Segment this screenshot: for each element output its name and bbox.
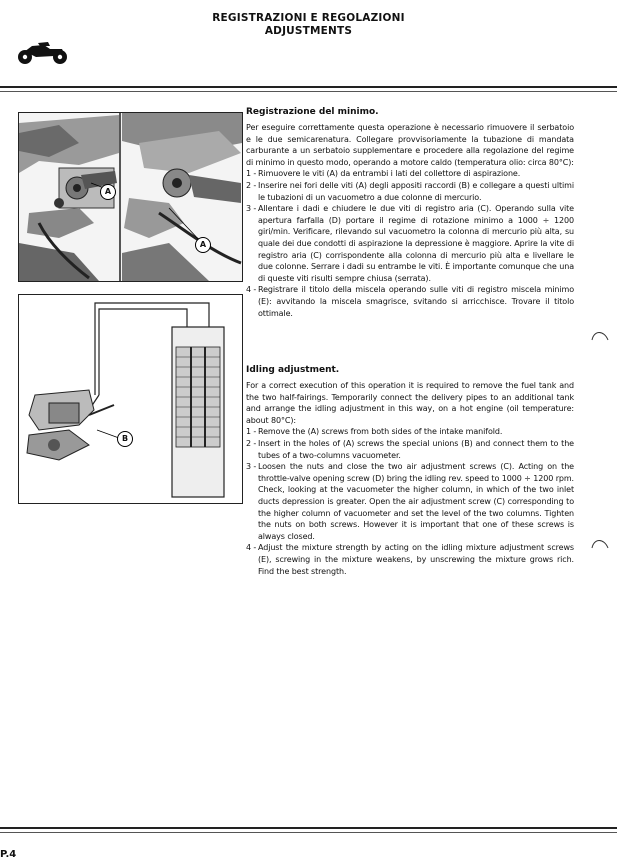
italian-step-3 — [246, 203, 574, 284]
step-number: 3 - — [246, 462, 257, 472]
step-text: Rimuovere le viti (A) da entrambi i lati del collettore di aspirazione. — [258, 169, 521, 179]
italian-section-title: Registrazione del minimo. — [246, 107, 379, 117]
step-number: 1 - — [246, 427, 257, 437]
english-step-3 — [246, 461, 574, 542]
italian-step-1 — [246, 168, 574, 180]
step-number: 3 - — [246, 204, 257, 214]
header-title-italian: REGISTRAZIONI E REGOLAZIONI — [212, 12, 405, 24]
bottom-rule — [0, 827, 617, 829]
english-section-title: Idling adjustment. — [246, 365, 340, 375]
step-text: Allentare i dadi e chiudere le due viti di registro aria (C). Operando sulla vite apertura farfalla (D) portare il regime di rotazione minimo a 1000 ÷ 1200 giri/min. Verificare, rilevando sul vacuometro la colonna di mercurio più alta, su quale dei due condotti di aspirazione la depressione è maggiore. Aprire la vite di registro aria (C) corrispondente alla colonna di mercurio più alta e livellare le due colonne. Serrare i dadi su entrambe le viti. È importante comunque che una di queste viti risulti sempre chiusa (serrata). — [258, 204, 574, 283]
step-number: 1 - — [246, 169, 257, 179]
step-text: Loosen the nuts and close the two air adjustment screws (C). Acting on the throttle-valve opening screw (D) bring the idling rev. speed to 1000 ÷ 1200 rpm. Check, looking at the vacuometer the higher column, in which of the two inlet ducts depression is greater. Open the air adjustment screw (C) corresponding to the higher column of vacuometer and set the level of the two columns. Tighten the nuts on both screws. However it is important that one of these screws is always closed. — [258, 462, 574, 541]
english-step-4 — [246, 542, 574, 577]
english-section — [246, 365, 574, 577]
top-rule — [0, 86, 617, 88]
step-number: 4 - — [246, 543, 257, 553]
step-number: 2 - — [246, 180, 257, 190]
italian-step-2 — [246, 180, 574, 203]
step-text: Remove the (A) screws from both sides of the intake manifold. — [258, 427, 503, 437]
italian-step-4 — [246, 284, 574, 319]
english-step-2 — [246, 438, 574, 461]
step-number: 2 - — [246, 438, 257, 448]
italian-intro: Per eseguire correttamente questa operazione è necessario rimuovere il serbatoio e le due semicarenatura. Collegare provvisoriamente la tubazione di mandata carburante a un serbatoio supplementare e procedere alla regolazione del regime di minimo in questo modo, operando a motore caldo (temperatura olio: circa 80°C): — [246, 123, 574, 167]
english-step-1 — [246, 426, 574, 438]
english-intro: For a correct execution of this operation it is required to remove the fuel tank and the two half-fairings. Temporarily connect the delivery pipes to an additional tank and arrange the idling adjustment in this way, on a hot engine (oil temperature: about 80°C): — [246, 381, 574, 425]
callout-b: B — [117, 431, 133, 447]
italian-steps — [246, 168, 574, 319]
italian-section — [246, 107, 574, 319]
step-text: Inserire nei fori delle viti (A) degli appositi raccordi (B) e collegare a questi ultimi le tubazioni di un vacuometro a due colonne di mercurio. — [258, 180, 574, 202]
binding-hole-mark-icon — [590, 328, 610, 342]
callout-a-right: A — [195, 237, 211, 253]
step-text: Adjust the mixture strength by acting on the idling mixture adjustment screws (E), screwing in the mixture weakens, by unscrewing the mixture grows rich. Find the best strength. — [258, 543, 574, 576]
figure-vacuometer — [18, 294, 243, 504]
binding-hole-mark-icon — [590, 536, 610, 550]
step-text: Insert in the holes of (A) screws the special unions (B) and connect them to the tubes of a two-columns vacuometer. — [258, 438, 574, 460]
english-steps — [246, 426, 574, 577]
header-title-english: ADJUSTMENTS — [264, 25, 353, 37]
figure-intake-screws — [18, 112, 243, 282]
step-number: 4 - — [246, 285, 257, 295]
page-header — [0, 12, 617, 38]
top-rule-thin — [0, 91, 617, 92]
step-text: Registrare il titolo della miscela operando sulle viti di registro miscela minimo (E): avvitando la miscela smagrisce, svitando si arricchisce. Trovare il titolo ottimale. — [258, 285, 574, 318]
callout-a-left: A — [100, 184, 116, 200]
motorcycle-logo-icon — [16, 40, 70, 70]
bottom-rule-thin — [0, 832, 617, 833]
page-number: P.4 — [0, 849, 17, 860]
